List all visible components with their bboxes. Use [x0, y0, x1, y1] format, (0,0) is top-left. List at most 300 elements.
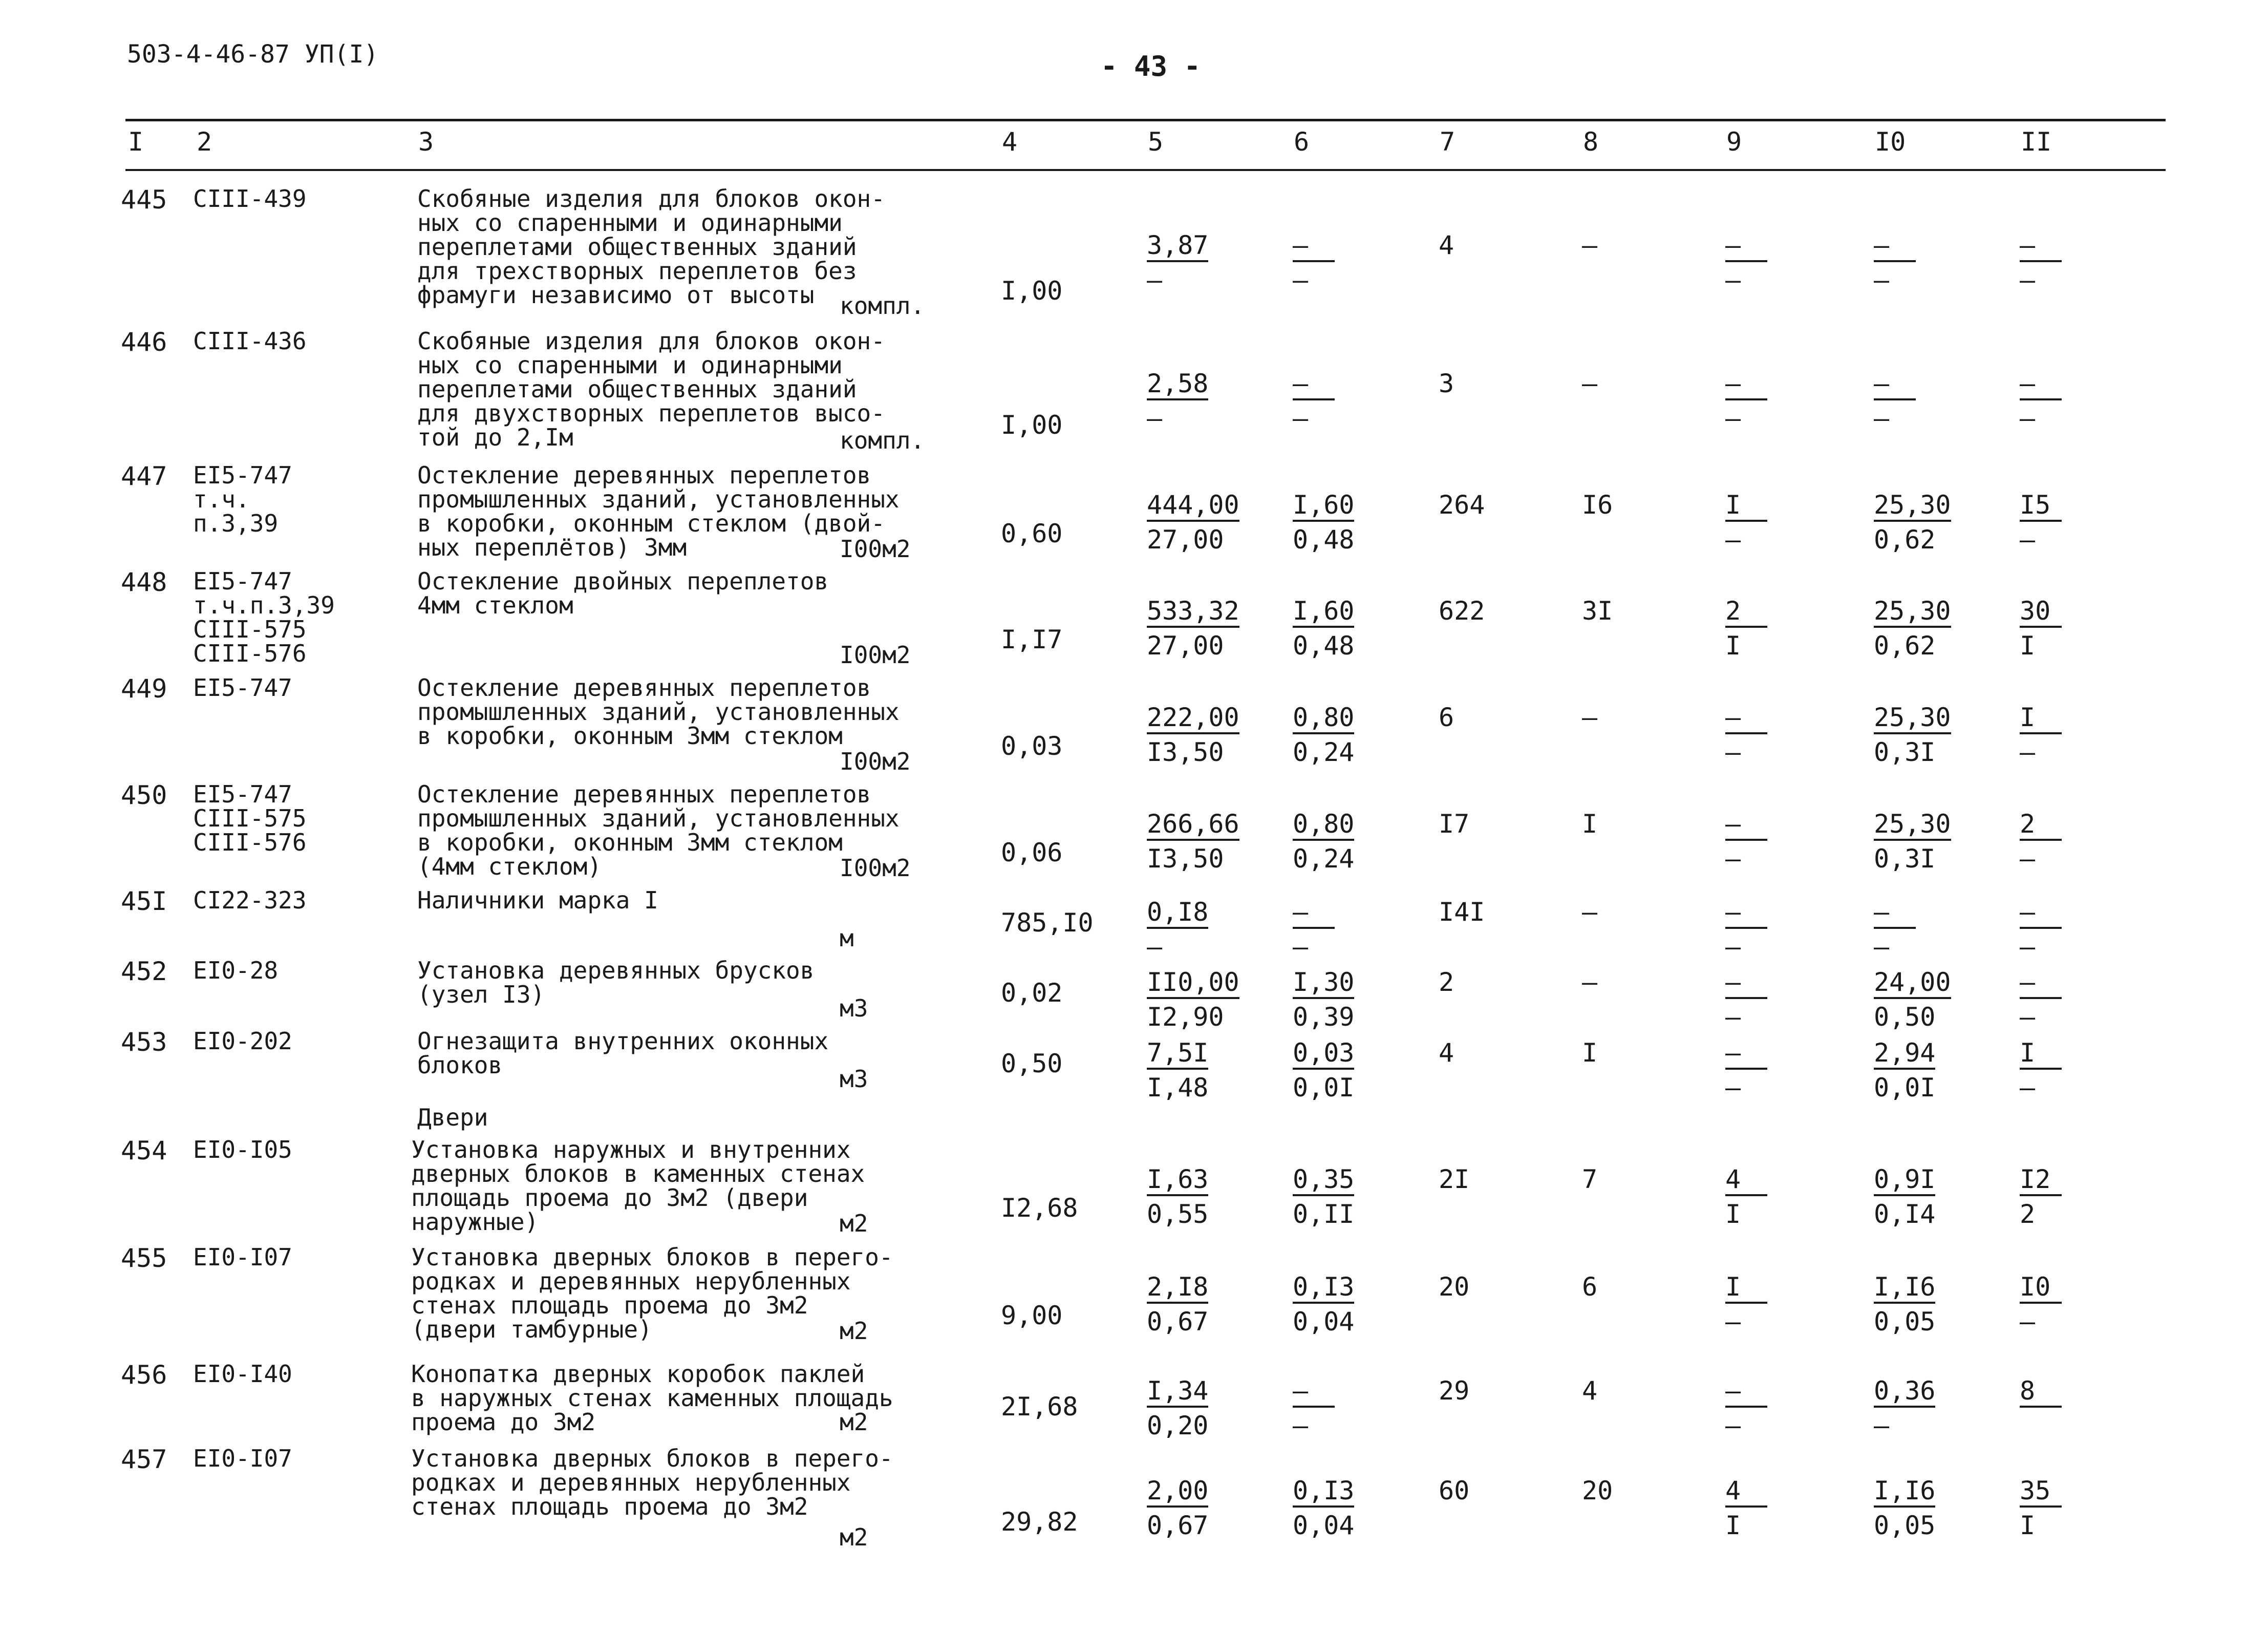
machine-cost-fraction-bottom: 0,II — [1293, 1199, 1355, 1229]
row-number: 454 — [121, 1136, 167, 1165]
machine-total-fraction-bottom: I — [1725, 1511, 1741, 1540]
quantity: 785,I0 — [1001, 908, 1094, 938]
labor-unit-fraction-bottom: 0,50 — [1874, 1002, 1936, 1032]
labor-total-fraction-bottom: – — [2020, 1073, 2036, 1102]
total-cost: 2I — [1439, 1164, 1470, 1194]
machine-total-fraction-bottom: I — [1725, 1199, 1741, 1229]
table-row — [0, 1245, 2268, 1348]
table-row — [0, 1138, 2268, 1240]
labor-total-fraction-top: – — [2020, 969, 2062, 999]
machine-cost-fraction-bottom: – — [1293, 265, 1309, 295]
labor-total-fraction-top: – — [2020, 232, 2062, 262]
column-number: 7 — [1440, 127, 1456, 157]
machine-total-fraction-top: – — [1725, 232, 1767, 262]
work-description: Огнезащита внутренних оконных блоков — [417, 1027, 829, 1079]
machine-total-fraction-bottom: – — [1725, 844, 1741, 874]
machine-cost-fraction-bottom: 0,48 — [1293, 525, 1355, 555]
labor-total-fraction — [2020, 969, 2062, 1030]
machine-total-fraction — [1725, 1272, 1767, 1337]
machine-total-fraction-top: – — [1725, 1378, 1767, 1408]
wages-cost: 6 — [1582, 1272, 1598, 1302]
labor-total-fraction-bottom: – — [2020, 265, 2036, 295]
norm-code: СI22-323 — [193, 886, 307, 914]
labor-unit-fraction-bottom: 0,62 — [1874, 525, 1936, 555]
labor-total-fraction — [2020, 1478, 2062, 1538]
unit-cost-fraction-top: 3,87 — [1147, 232, 1208, 262]
labor-total-fraction-bottom: – — [2020, 1307, 2036, 1337]
machine-total-fraction-top: – — [1725, 969, 1767, 999]
machine-cost-fraction-top: 0,I3 — [1293, 1478, 1354, 1508]
table-row — [0, 1027, 2268, 1102]
work-description: Установка дверных блоков в перего- родках и деревянных нерубленных стенах площадь проема до 3м2 — [411, 1445, 893, 1520]
machine-cost-fraction-bottom: – — [1293, 1411, 1309, 1440]
labor-unit-fraction-bottom: 0,0I — [1874, 1073, 1936, 1102]
labor-total-fraction — [2020, 232, 2062, 293]
machine-cost-fraction-top: 0,I3 — [1293, 1274, 1354, 1304]
norm-code: ЕI0-I05 — [193, 1136, 292, 1163]
norm-code: ЕI0-I07 — [193, 1445, 292, 1472]
machine-cost-fraction-top: I,60 — [1293, 598, 1354, 628]
unit-cost-fraction — [1147, 1164, 1209, 1229]
quantity: 0,50 — [1001, 1049, 1063, 1078]
measure-unit: м2 — [840, 1523, 868, 1551]
machine-total-fraction — [1725, 705, 1767, 765]
unit-cost-fraction-bottom: 0,67 — [1147, 1511, 1209, 1540]
total-cost: 264 — [1439, 490, 1485, 520]
machine-cost-fraction-top: – — [1293, 899, 1335, 929]
quantity: I2,68 — [1001, 1193, 1078, 1223]
work-description: Остекление двойных переплетов 4мм стеклом — [417, 567, 829, 619]
unit-cost-fraction-top: 222,00 — [1147, 705, 1239, 734]
column-number: I — [128, 127, 144, 157]
machine-total-fraction-top: I — [1725, 492, 1767, 522]
header-rule — [125, 169, 2166, 171]
unit-cost-fraction-bottom: 27,00 — [1147, 631, 1224, 661]
document-code: 503-4-46-87 УП(I) — [127, 40, 379, 69]
labor-total-fraction-bottom: 2 — [2020, 1199, 2036, 1229]
work-description: Установка дверных блоков в перего- родках и деревянных нерубленных стенах площадь проема до 3м2 (двери тамбурные) — [411, 1243, 893, 1343]
row-number: 445 — [121, 185, 167, 215]
machine-cost-fraction-top: 0,80 — [1293, 811, 1354, 841]
measure-unit: м3 — [840, 1065, 868, 1093]
quantity: 2I,68 — [1001, 1392, 1078, 1422]
column-number-row — [0, 127, 2268, 163]
total-cost: I4I — [1439, 897, 1485, 927]
labor-unit-fraction-bottom: 0,I4 — [1874, 1199, 1936, 1229]
work-description: Конопатка дверных коробок паклей в наружных стенах каменных площадь проема до 3м2 — [411, 1360, 893, 1436]
labor-total-fraction-bottom: – — [2020, 1002, 2036, 1032]
column-number: 9 — [1726, 127, 1742, 157]
row-number: 457 — [121, 1445, 167, 1474]
machine-cost-fraction-bottom: 0,39 — [1293, 1002, 1355, 1032]
machine-total-fraction-bottom: – — [1725, 1411, 1741, 1440]
measure-unit: м2 — [840, 1210, 868, 1237]
wages-cost: – — [1582, 703, 1598, 732]
labor-total-fraction-top: 35 — [2020, 1478, 2062, 1508]
wages-cost: I — [1582, 809, 1598, 839]
machine-total-fraction-bottom: – — [1725, 932, 1741, 962]
labor-unit-fraction — [1874, 1272, 1936, 1337]
measure-unit: м — [840, 924, 854, 952]
machine-total-fraction-bottom: – — [1725, 1073, 1741, 1102]
unit-cost-fraction-bottom: – — [1147, 265, 1163, 295]
unit-cost-fraction-bottom: I,48 — [1147, 1073, 1209, 1102]
labor-total-fraction-bottom: I — [2020, 1511, 2036, 1540]
wages-cost: I6 — [1582, 490, 1613, 520]
table-row — [0, 676, 2268, 778]
work-description: Скобяные изделия для блоков окон- ных со спаренными и одинарными переплетами общественных зданий для двухстворных переплетов высо- той до 2,Iм — [417, 327, 885, 451]
quantity: 0,06 — [1001, 838, 1063, 867]
wages-cost: – — [1582, 897, 1598, 927]
labor-total-fraction-top: I — [2020, 1040, 2062, 1070]
quantity: 9,00 — [1001, 1301, 1063, 1330]
column-number: I0 — [1875, 127, 1906, 157]
labor-unit-fraction — [1874, 1378, 1935, 1438]
wages-cost: 4 — [1582, 1376, 1598, 1406]
norm-code: СIII-439 — [193, 185, 307, 213]
norm-code: ЕI0-I07 — [193, 1243, 292, 1271]
labor-unit-fraction-top: 25,30 — [1874, 811, 1951, 841]
machine-cost-fraction — [1293, 598, 1354, 659]
machine-cost-fraction-top: – — [1293, 232, 1335, 262]
labor-unit-fraction-bottom: – — [1874, 265, 1890, 295]
unit-cost-fraction-top: I,34 — [1147, 1378, 1208, 1408]
labor-unit-fraction-top: 25,30 — [1874, 492, 1951, 522]
machine-total-fraction-top: I — [1725, 1274, 1767, 1304]
labor-unit-fraction — [1874, 1478, 1935, 1538]
machine-total-fraction — [1725, 1040, 1767, 1100]
quantity: 0,03 — [1001, 731, 1063, 761]
quantity: 0,60 — [1001, 519, 1063, 548]
labor-unit-fraction-bottom: – — [1874, 932, 1890, 962]
labor-unit-fraction-top: 25,30 — [1874, 705, 1951, 734]
row-number: 453 — [121, 1027, 167, 1057]
machine-total-fraction-top: – — [1725, 371, 1767, 400]
row-number: 455 — [121, 1243, 167, 1273]
measure-unit: I00м2 — [840, 535, 911, 563]
machine-cost-fraction-bottom: 0,0I — [1293, 1073, 1355, 1102]
quantity: 29,82 — [1001, 1507, 1078, 1537]
machine-total-fraction-top: 2 — [1725, 598, 1767, 628]
labor-unit-fraction — [1874, 1164, 1936, 1229]
wages-cost: I — [1582, 1038, 1598, 1068]
labor-unit-fraction — [1874, 371, 1916, 431]
measure-unit: м3 — [840, 994, 868, 1022]
labor-total-fraction-top: – — [2020, 899, 2062, 929]
machine-cost-fraction-top: – — [1293, 1378, 1335, 1408]
unit-cost-fraction — [1147, 1478, 1208, 1538]
machine-cost-fraction-bottom: 0,24 — [1293, 737, 1355, 767]
machine-total-fraction — [1725, 899, 1767, 960]
page-number: - 43 - — [1101, 50, 1201, 82]
labor-unit-fraction — [1874, 705, 1951, 765]
labor-total-fraction-bottom: – — [2020, 404, 2036, 433]
row-number: 456 — [121, 1360, 167, 1390]
labor-total-fraction — [2020, 492, 2062, 553]
labor-total-fraction — [2020, 1040, 2062, 1100]
column-number: 6 — [1294, 127, 1310, 157]
labor-total-fraction — [2020, 1272, 2062, 1337]
unit-cost-fraction-top: 2,58 — [1147, 371, 1208, 400]
table-row — [0, 957, 2268, 1032]
total-cost: 4 — [1439, 1038, 1454, 1068]
unit-cost-fraction-top: 533,32 — [1147, 598, 1239, 628]
machine-total-fraction — [1725, 1164, 1767, 1229]
work-description: Остекление деревянных переплетов промышленных зданий, установленных в коробки, оконным стеклом (двой- ных переплётов) 3мм — [417, 461, 900, 561]
machine-cost-fraction-top: 0,80 — [1293, 705, 1354, 734]
machine-total-fraction-bottom: – — [1725, 737, 1741, 767]
machine-cost-fraction-bottom: 0,48 — [1293, 631, 1355, 661]
unit-cost-fraction-bottom: 0,20 — [1147, 1411, 1209, 1440]
labor-unit-fraction-bottom: – — [1874, 1411, 1890, 1440]
column-number: 3 — [418, 127, 434, 157]
labor-unit-fraction — [1874, 492, 1951, 553]
unit-cost-fraction — [1147, 899, 1208, 960]
wages-cost: – — [1582, 369, 1598, 398]
labor-unit-fraction — [1874, 232, 1916, 293]
section-heading-doors: Двери — [417, 1104, 488, 1131]
quantity: 0,02 — [1001, 978, 1063, 1008]
labor-unit-fraction — [1874, 598, 1951, 659]
machine-total-fraction — [1725, 598, 1767, 659]
labor-total-fraction-top: 8 — [2020, 1378, 2062, 1408]
measure-unit: м2 — [840, 1408, 868, 1436]
labor-total-fraction-bottom: I — [2020, 631, 2036, 661]
machine-total-fraction-top: – — [1725, 1040, 1767, 1070]
norm-code: ЕI5-747 СIII-575 СIII-576 — [193, 780, 307, 856]
row-number: 446 — [121, 327, 167, 357]
table-row — [0, 782, 2268, 885]
labor-total-fraction-top: – — [2020, 371, 2062, 400]
machine-cost-fraction — [1293, 371, 1335, 431]
total-cost: 60 — [1439, 1476, 1470, 1505]
norm-code: ЕI5-747 — [193, 674, 292, 702]
labor-unit-fraction-bottom: 0,05 — [1874, 1511, 1936, 1540]
wages-cost: 3I — [1582, 596, 1613, 626]
total-cost: 4 — [1439, 230, 1454, 260]
unit-cost-fraction-bottom: 0,55 — [1147, 1199, 1209, 1229]
norm-code: ЕI0-202 — [193, 1027, 292, 1055]
labor-total-fraction-top: 30 — [2020, 598, 2062, 628]
measure-unit: I00м2 — [840, 854, 911, 882]
unit-cost-fraction — [1147, 969, 1239, 1030]
labor-unit-fraction-top: – — [1874, 371, 1916, 400]
unit-cost-fraction-top: I,63 — [1147, 1167, 1208, 1196]
norm-code: ЕI0-28 — [193, 957, 279, 984]
machine-cost-fraction — [1293, 899, 1335, 960]
work-description: Скобяные изделия для блоков окон- ных со спаренными и одинарными переплетами общественных зданий для трехстворных переплетов без фрамуги независимо от высоты — [417, 185, 885, 309]
machine-total-fraction-top: – — [1725, 705, 1767, 734]
labor-total-fraction — [2020, 811, 2062, 872]
labor-unit-fraction-bottom: 0,05 — [1874, 1307, 1936, 1337]
measure-unit: компл. — [840, 427, 925, 454]
labor-unit-fraction-bottom: – — [1874, 404, 1890, 433]
column-number: 2 — [197, 127, 212, 157]
labor-unit-fraction-top: 0,36 — [1874, 1378, 1935, 1408]
machine-total-fraction — [1725, 1378, 1767, 1438]
labor-total-fraction-top: 2 — [2020, 811, 2062, 841]
measure-unit: компл. — [840, 292, 925, 320]
machine-total-fraction-bottom: I — [1725, 631, 1741, 661]
labor-unit-fraction-top: 2,94 — [1874, 1040, 1935, 1070]
machine-cost-fraction — [1293, 1478, 1354, 1538]
labor-unit-fraction — [1874, 811, 1951, 872]
machine-cost-fraction — [1293, 811, 1354, 872]
column-number: 8 — [1583, 127, 1599, 157]
machine-total-fraction-bottom: – — [1725, 265, 1741, 295]
machine-total-fraction-bottom: – — [1725, 1002, 1741, 1032]
labor-total-fraction-top: I5 — [2020, 492, 2062, 522]
labor-total-fraction-top: I — [2020, 705, 2062, 734]
quantity: I,00 — [1001, 276, 1063, 306]
table-row — [0, 463, 2268, 566]
labor-total-fraction — [2020, 705, 2062, 765]
unit-cost-fraction-bottom: – — [1147, 404, 1163, 433]
wages-cost: 7 — [1582, 1164, 1598, 1194]
row-number: 452 — [121, 957, 167, 986]
wages-cost: 20 — [1582, 1476, 1613, 1505]
measure-unit: I00м2 — [840, 748, 911, 775]
norm-code: ЕI0-I40 — [193, 1360, 292, 1388]
unit-cost-fraction — [1147, 1040, 1208, 1100]
total-cost: 3 — [1439, 369, 1454, 398]
column-number: II — [2021, 127, 2052, 157]
machine-total-fraction-top: – — [1725, 811, 1767, 841]
labor-unit-fraction — [1874, 899, 1916, 960]
unit-cost-fraction-top: 2,I8 — [1147, 1274, 1208, 1304]
labor-total-fraction-top: I0 — [2020, 1274, 2062, 1304]
labor-total-fraction-bottom: – — [2020, 525, 2036, 555]
labor-unit-fraction — [1874, 1040, 1935, 1100]
labor-total-fraction — [2020, 371, 2062, 431]
table-row — [0, 569, 2268, 672]
unit-cost-fraction-top: 444,00 — [1147, 492, 1239, 522]
quantity: I,00 — [1001, 410, 1063, 440]
unit-cost-fraction — [1147, 232, 1208, 293]
machine-cost-fraction-top: – — [1293, 371, 1335, 400]
row-number: 450 — [121, 780, 167, 810]
machine-cost-fraction-top: I,30 — [1293, 969, 1354, 999]
machine-cost-fraction-bottom: – — [1293, 404, 1309, 433]
table-row — [0, 1362, 2268, 1439]
labor-unit-fraction-top: – — [1874, 899, 1916, 929]
total-cost: I7 — [1439, 809, 1470, 839]
machine-total-fraction-top: 4 — [1725, 1478, 1767, 1508]
machine-cost-fraction-bottom: 0,24 — [1293, 844, 1355, 874]
unit-cost-fraction — [1147, 598, 1239, 659]
quantity: I,I7 — [1001, 625, 1063, 654]
labor-unit-fraction-top: 24,00 — [1874, 969, 1951, 999]
machine-cost-fraction — [1293, 1272, 1355, 1337]
work-description: Наличники марка I — [417, 886, 658, 914]
machine-cost-fraction — [1293, 1040, 1354, 1100]
unit-cost-fraction — [1147, 705, 1239, 765]
labor-unit-fraction-top: – — [1874, 232, 1916, 262]
labor-total-fraction-top: I2 — [2020, 1167, 2062, 1196]
machine-total-fraction-bottom: – — [1725, 525, 1741, 555]
unit-cost-fraction-bottom: I3,50 — [1147, 844, 1224, 874]
machine-total-fraction — [1725, 969, 1767, 1030]
row-number: 447 — [121, 461, 167, 491]
machine-cost-fraction-bottom: 0,04 — [1293, 1511, 1355, 1540]
machine-cost-fraction — [1293, 1164, 1355, 1229]
labor-unit-fraction-bottom: 0,3I — [1874, 844, 1936, 874]
machine-cost-fraction — [1293, 969, 1354, 1030]
machine-total-fraction — [1725, 371, 1767, 431]
table-row — [0, 886, 2268, 962]
row-number: 449 — [121, 674, 167, 704]
total-cost: 2 — [1439, 967, 1454, 997]
machine-cost-fraction-top: 0,35 — [1293, 1167, 1354, 1196]
norm-code: ЕI5-747 т.ч.п.3,39 СIII-575 СIII-576 — [193, 567, 335, 667]
machine-total-fraction-bottom: – — [1725, 404, 1741, 433]
column-number: 4 — [1002, 127, 1018, 157]
unit-cost-fraction-top: II0,00 — [1147, 969, 1239, 999]
unit-cost-fraction — [1147, 811, 1239, 872]
labor-total-fraction-bottom: – — [2020, 932, 2036, 962]
labor-unit-fraction — [1874, 969, 1951, 1030]
unit-cost-fraction-bottom: I3,50 — [1147, 737, 1224, 767]
measure-unit: I00м2 — [840, 641, 911, 669]
unit-cost-fraction-bottom: – — [1147, 932, 1163, 962]
labor-unit-fraction-top: I,I6 — [1874, 1274, 1935, 1304]
machine-total-fraction — [1725, 1478, 1767, 1538]
row-number: 448 — [121, 567, 167, 597]
norm-code: СIII-436 — [193, 327, 307, 355]
machine-total-fraction — [1725, 811, 1767, 872]
row-number: 45I — [121, 886, 167, 916]
measure-unit: м2 — [840, 1317, 868, 1345]
table-row — [0, 329, 2268, 457]
unit-cost-fraction-top: 7,5I — [1147, 1040, 1208, 1070]
work-description: Установка наружных и внутренних дверных блоков в каменных стенах площадь проема до 3м2 (двери наружные) — [411, 1136, 865, 1236]
unit-cost-fraction-top: 266,66 — [1147, 811, 1239, 841]
labor-unit-fraction-top: 25,30 — [1874, 598, 1951, 628]
machine-cost-fraction — [1293, 1378, 1335, 1438]
labor-unit-fraction-bottom: 0,62 — [1874, 631, 1936, 661]
unit-cost-fraction — [1147, 1378, 1208, 1438]
machine-cost-fraction — [1293, 705, 1354, 765]
work-description: Остекление деревянных переплетов промышленных зданий, установленных в коробки, оконным 3мм стеклом (4мм стеклом) — [417, 780, 900, 880]
labor-unit-fraction-bottom: 0,3I — [1874, 737, 1936, 767]
machine-cost-fraction-bottom: 0,04 — [1293, 1307, 1355, 1337]
wages-cost: – — [1582, 230, 1598, 260]
labor-unit-fraction-top: 0,9I — [1874, 1167, 1935, 1196]
unit-cost-fraction — [1147, 492, 1239, 553]
unit-cost-fraction — [1147, 1272, 1209, 1337]
machine-total-fraction-top: 4 — [1725, 1167, 1767, 1196]
labor-total-fraction-bottom: – — [2020, 844, 2036, 874]
machine-cost-fraction-top: 0,03 — [1293, 1040, 1354, 1070]
machine-cost-fraction — [1293, 232, 1335, 293]
total-cost: 622 — [1439, 596, 1485, 626]
machine-total-fraction — [1725, 232, 1767, 293]
labor-total-fraction — [2020, 1164, 2062, 1229]
labor-total-fraction — [2020, 1378, 2062, 1413]
table-row — [0, 187, 2268, 323]
labor-total-fraction-bottom: – — [2020, 737, 2036, 767]
total-cost: 20 — [1439, 1272, 1470, 1302]
unit-cost-fraction — [1147, 371, 1208, 431]
work-description: Установка деревянных брусков (узел I3) — [417, 957, 815, 1008]
column-number: 5 — [1148, 127, 1164, 157]
total-cost: 6 — [1439, 703, 1454, 732]
labor-unit-fraction-top: I,I6 — [1874, 1478, 1935, 1508]
labor-total-fraction — [2020, 598, 2062, 659]
machine-total-fraction-top: – — [1725, 899, 1767, 929]
table-row — [0, 1447, 2268, 1554]
work-description: Остекление деревянных переплетов промышленных зданий, установленных в коробки, оконным 3мм стеклом — [417, 674, 900, 750]
